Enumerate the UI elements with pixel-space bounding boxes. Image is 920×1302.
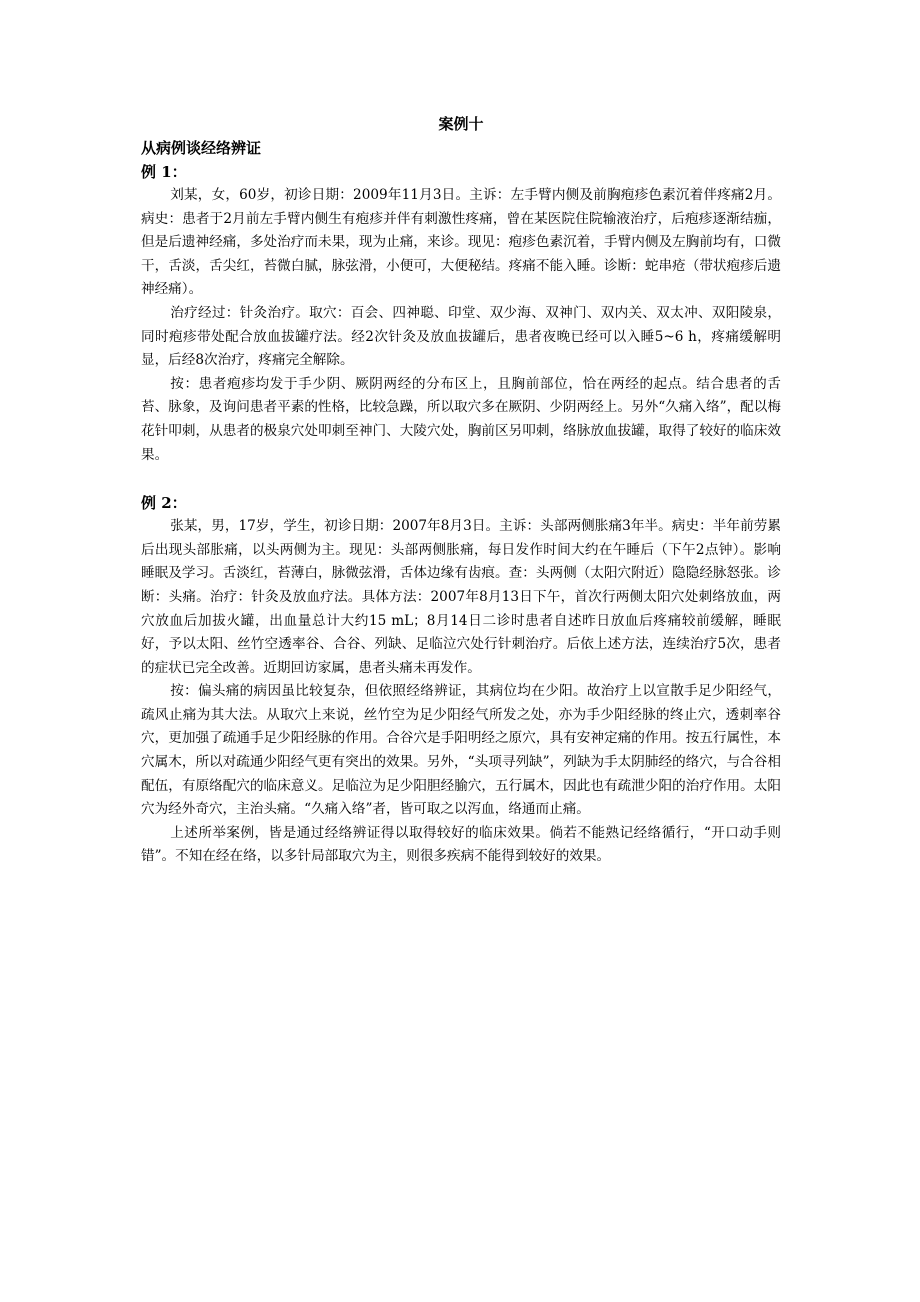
conclusion-paragraph: 上述所举案例，皆是通过经络辨证得以取得较好的临床效果。倘若不能熟记经络循行，“开口动手则错”。不知在经在络，以多针局部取穴为主，则很多疾病不能得到较好的效果。: [141, 824, 781, 865]
case-1-paragraph: 按：患者疱疹均发于手少阴、厥阴两经的分布区上，且胸前部位，恰在两经的起点。结合患者的舌苔、脉象，及询问患者平素的性格，比较急躁，所以取穴多在厥阴、少阴两经上。另外“久痛入络”，配以梅花针叩刺，从患者的极泉穴处叩刺至神门、大陵穴处，胸前区另叩刺，络脉放血拔罐，取得了较好的临床效果。: [141, 375, 781, 463]
case-2-paragraph: 按：偏头痛的病因虽比较复杂，但依照经络辨证，其病位均在少阳。故治疗上以宣散手足少阳经气，疏风止痛为其大法。从取穴上来说，丝竹空为足少阳经气所发之处，亦为手少阳经脉的终止穴，透刺率谷穴，更加强了疏通手足少阳经脉的作用。合谷穴是手阳明经之原穴，具有安神定痛的作用。按五行属性，本穴属木，所以对疏通少阳经气更有突出的效果。另外，“头项寻列缺”，列缺为手太阴肺经的络穴，与合谷相配伍，有原络配穴的临床意义。足临泣为足少阳胆经腧穴，五行属木，因此也有疏泄少阳的治疗作用。太阳穴为经外奇穴，主治头痛。“久痛入络”者，皆可取之以泻血，络通而止痛。: [141, 683, 781, 818]
case-1-heading: 例 1：: [141, 163, 187, 181]
document-subtitle: 从病例谈经络辨证: [141, 139, 262, 157]
case-2-heading: 例 2：: [141, 494, 187, 513]
case-1-paragraph: 治疗经过：针灸治疗。取穴：百会、四神聪、印堂、双少海、双神门、双内关、双太冲、双阳陵泉，同时疱疹带处配合放血拔罐疗法。经2次针灸及放血拔罐后，患者夜晚已经可以入睡5~6 h，疼痛缓解明显，后经8次治疗，疼痛完全解除。: [141, 304, 781, 369]
case-1-section: [141, 160, 781, 467]
section-spacer: [141, 467, 781, 491]
case-2-paragraph: 张某，男，17岁，学生，初诊日期：2007年8月3日。主诉：头部两侧胀痛3年半。病史：半年前劳累后出现头部胀痛，以头两侧为主。现见：头部两侧胀痛，每日发作时间大约在午睡后（下午2点钟）。影响睡眠及学习。舌淡红，苔薄白，脉微弦滑，舌体边缘有齿痕。查：头两侧（太阳穴附近）隐隐经脉怒张。诊断：头痛。治疗：针灸及放血疗法。具体方法：2007年8月13日下午，首次行两侧太阳穴处刺络放血，两穴放血后加拔火罐，出血量总计大约15 mL；8月14日二诊时患者自述昨日放血后疼痛较前缓解，睡眠好，予以太阳、丝竹空透率谷、合谷、列缺、足临泣穴处行针刺治疗。后依上述方法，连续治疗5次，患者的症状已完全改善。近期回访家属，患者头痛未再发作。: [141, 518, 781, 676]
case-1-paragraph: 刘某，女，60岁，初诊日期：2009年11月3日。主诉：左手臂内侧及前胸疱疹色素沉着伴疼痛2月。病史：患者于2月前左手臂内侧生有疱疹并伴有刺激性疼痛，曾在某医院住院输液治疗，后疱疹逐渐结痂，但是后遗神经痛，多处治疗而未果，现为止痛，来诊。现见：疱疹色素沉着，手臂内侧及左胸前均有，口微干，舌淡，舌尖红，苔微白腻，脉弦滑，小便可，大便秘结。疼痛不能入睡。诊断：蛇串疮（带状疱疹后遗神经痛）。: [141, 187, 781, 298]
document-page: [141, 112, 781, 869]
case-2-section: [141, 491, 781, 869]
document-title: 案例十: [438, 115, 484, 133]
